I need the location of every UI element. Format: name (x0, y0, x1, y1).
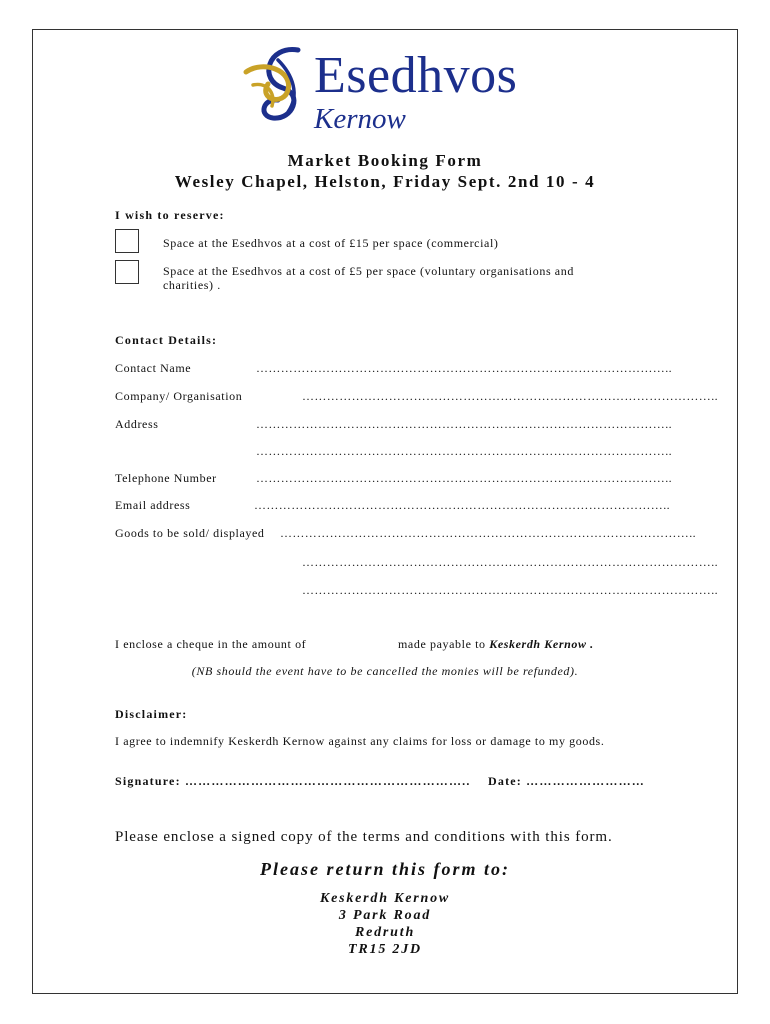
address-label: Address (115, 417, 159, 431)
goods-field-2[interactable]: ……………………………………………………………………………………….. (302, 555, 718, 569)
signature-field[interactable]: Signature: ……………………………………………………….. (115, 774, 471, 788)
form-title: Market Booking Form (287, 151, 483, 170)
telephone-field[interactable]: ……………………………………………………………………………………….. (256, 471, 672, 485)
contact-name-label: Contact Name (115, 361, 192, 375)
reserve-label: I wish to reserve: (115, 208, 225, 222)
cheque-label: I enclose a cheque in the amount of (115, 637, 307, 651)
voluntary-checkbox[interactable] (115, 260, 139, 284)
knot-emblem-icon (238, 40, 318, 130)
event-details: Wesley Chapel, Helston, Friday Sept. 2nd 10 - 4 (174, 172, 596, 191)
return-address-line-4: TR15 2JD (348, 942, 422, 957)
commercial-checkbox[interactable] (115, 229, 139, 253)
contact-name-field[interactable]: ……………………………………………………………………………………….. (256, 361, 672, 375)
disclaimer-text: I agree to indemnify Keskerdh Kernow against any claims for loss or damage to my goods. (115, 734, 605, 748)
esedhvos-logo (238, 40, 538, 136)
goods-field-1[interactable]: ……………………………………………………………………………………….. (280, 526, 696, 540)
email-label: Email address (115, 498, 191, 512)
date-field[interactable]: Date: ……………………… (488, 774, 645, 788)
contact-heading: Contact Details: (115, 333, 218, 347)
logo-subtitle: Kernow (314, 103, 406, 135)
company-field[interactable]: ……………………………………………………………………………………….. (302, 389, 718, 403)
company-label: Company/ Organisation (115, 389, 243, 403)
voluntary-option-label-cont: charities) . (163, 278, 221, 292)
voluntary-option-label: Space at the Esedhvos at a cost of £5 per space (voluntary organisations and (163, 264, 574, 278)
email-field[interactable]: ……………………………………………………………………………………….. (254, 498, 670, 512)
address-field-1[interactable]: ……………………………………………………………………………………….. (256, 417, 672, 431)
refund-note: (NB should the event have to be cancelled the monies will be refunded). (191, 664, 579, 678)
commercial-option-label: Space at the Esedhvos at a cost of £15 per space (commercial) (163, 236, 499, 250)
payee-name: Keskerdh Kernow . (489, 637, 594, 651)
return-address-line-3: Redruth (354, 925, 416, 940)
disclaimer-heading: Disclaimer: (115, 707, 188, 721)
return-address-line-2: 3 Park Road (338, 908, 432, 923)
goods-field-3[interactable]: ……………………………………………………………………………………….. (302, 583, 718, 597)
telephone-label: Telephone Number (115, 471, 217, 485)
address-field-2[interactable]: ……………………………………………………………………………………….. (256, 444, 672, 458)
enclose-terms-text: Please enclose a signed copy of the terms and conditions with this form. (115, 829, 613, 845)
payable-label: made payable to (398, 637, 490, 651)
goods-label: Goods to be sold/ displayed (115, 526, 265, 540)
payable-text (398, 637, 594, 652)
logo-title: Esedhvos (314, 47, 518, 104)
return-address-line-1: Keskerdh Kernow (319, 891, 451, 906)
return-heading: Please return this form to: (259, 859, 510, 879)
